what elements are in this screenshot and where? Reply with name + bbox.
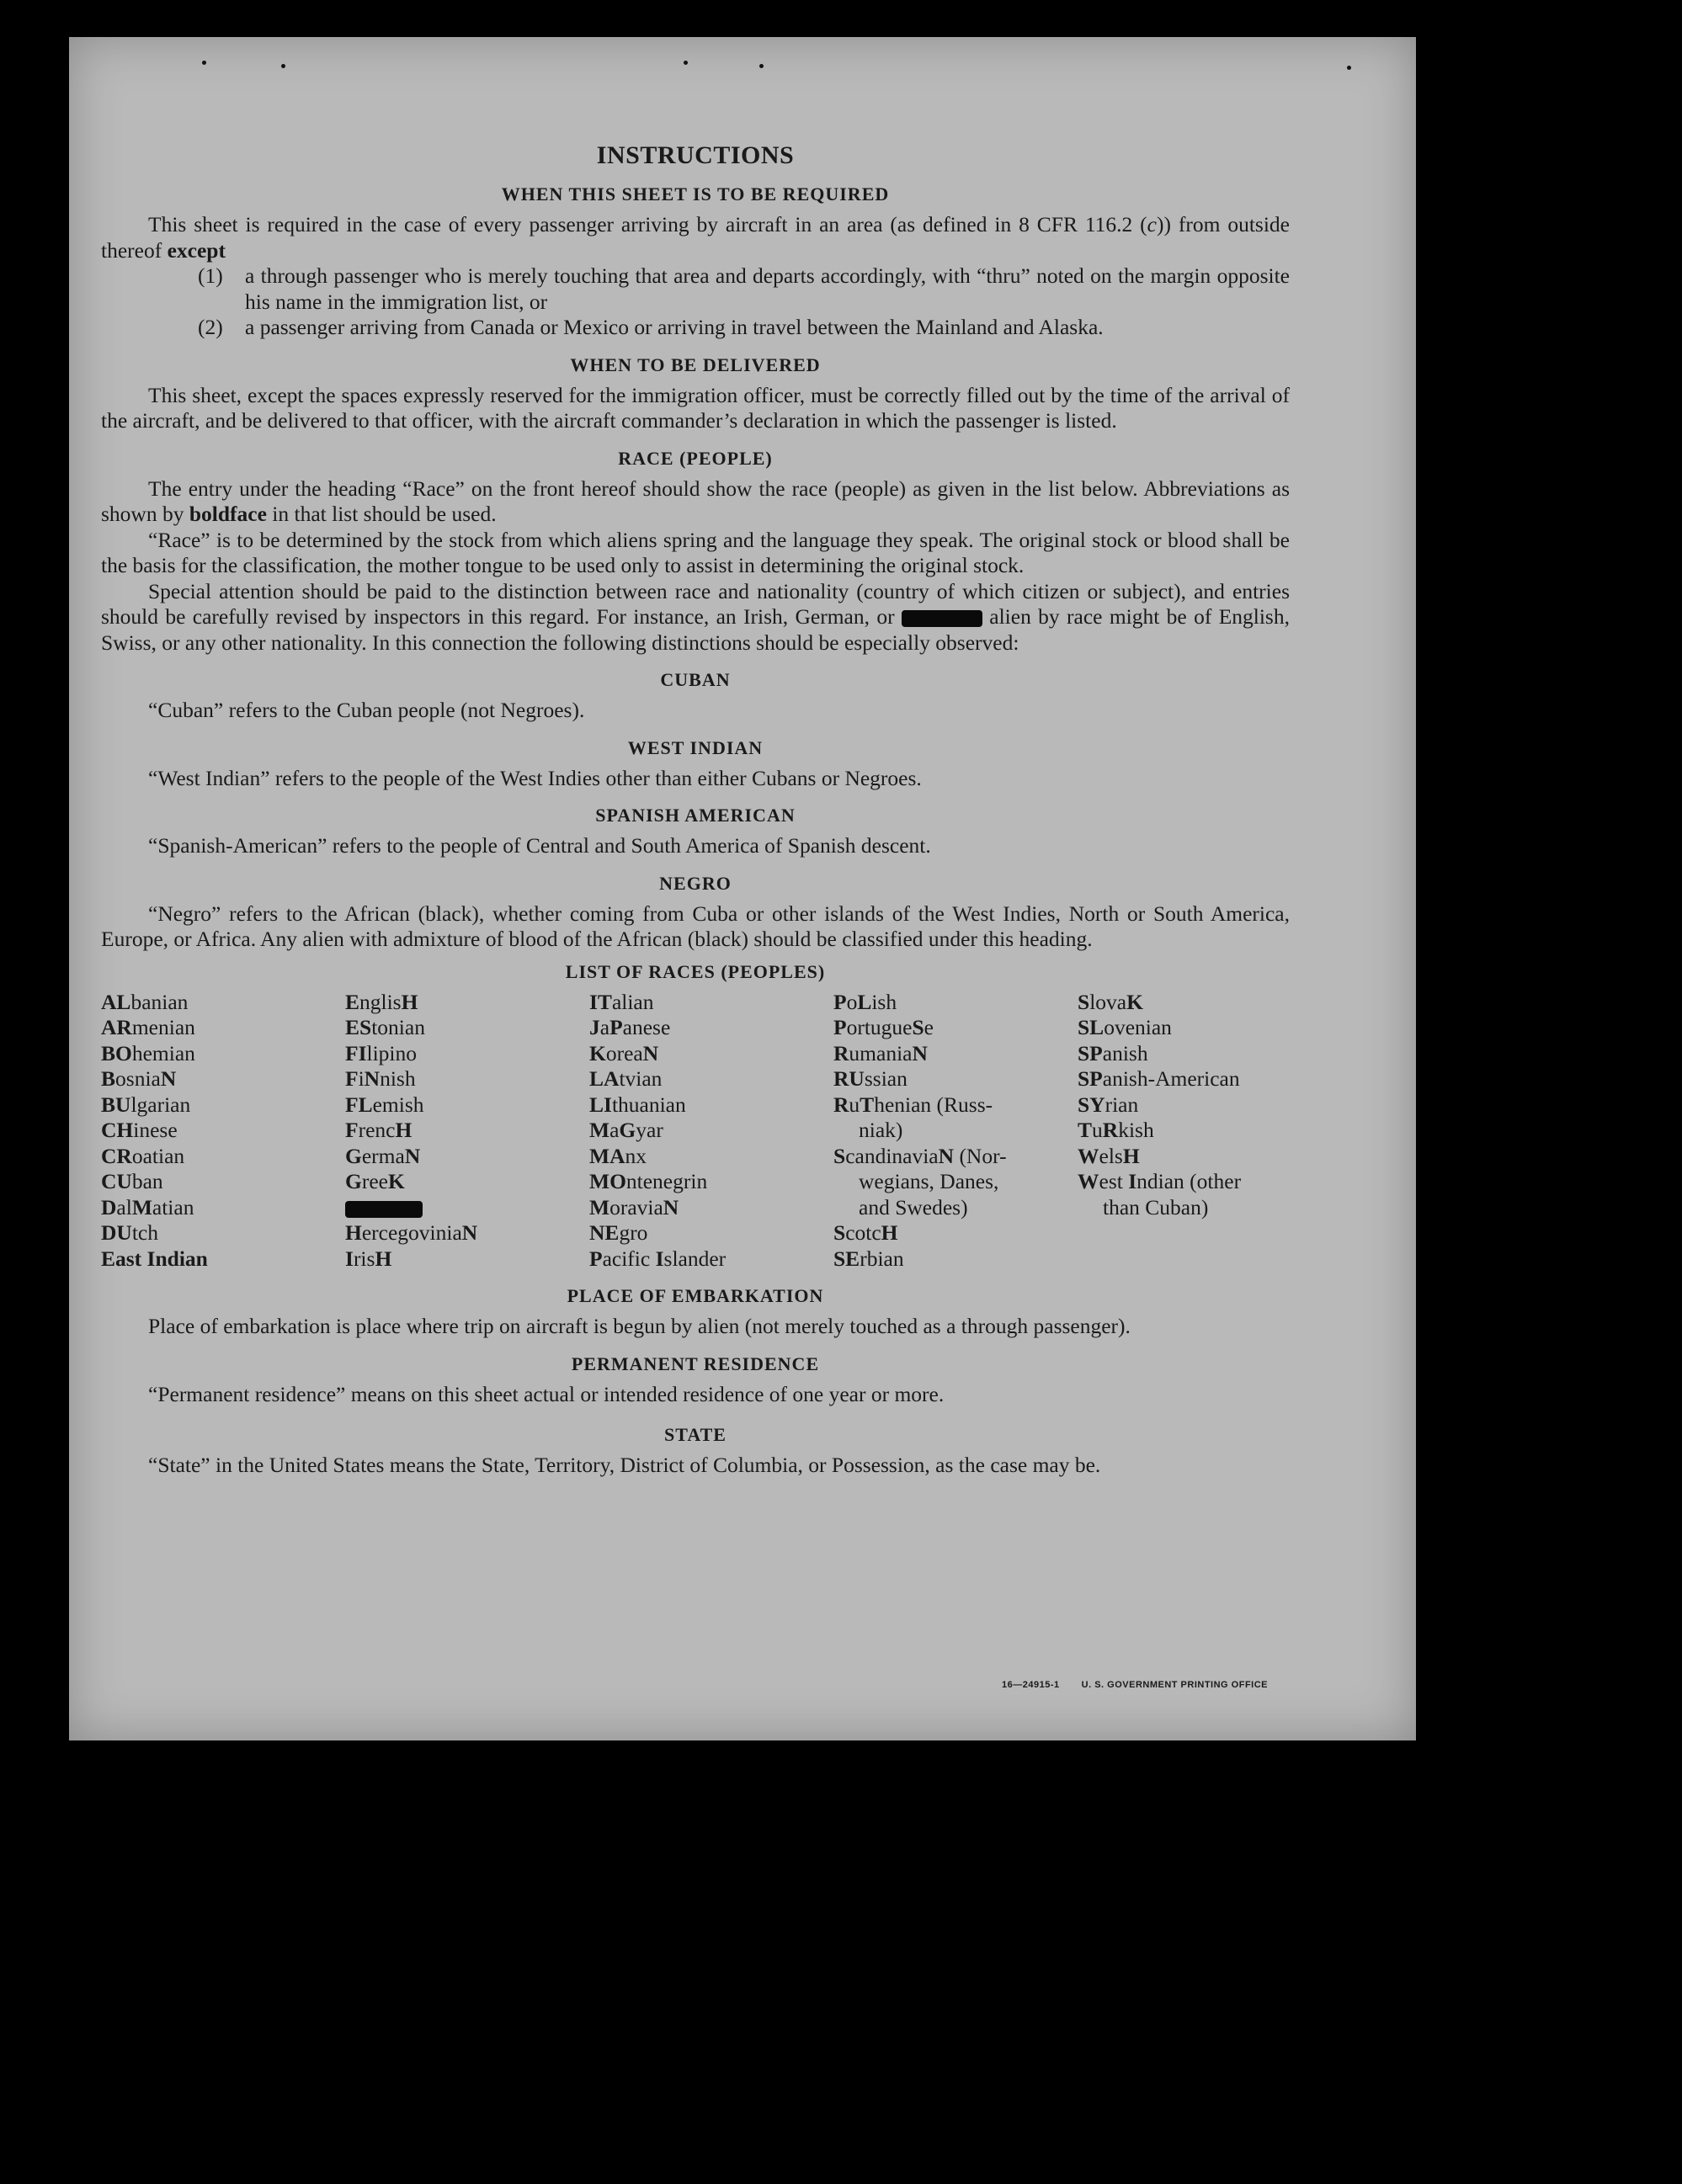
race-entry: FIlipino	[345, 1040, 418, 1065]
race-entry: PortugueSe	[833, 1015, 934, 1039]
race-entry: JaPanese	[589, 1015, 671, 1039]
print-footer	[980, 1680, 1268, 1690]
paragraph-race-2: “Race” is to be determined by the stock from which aliens spring and the language they speak. The original stock or blood shall be the basis for the classification, the mother tongue to be used only to assist in determining the original stock.	[101, 527, 1290, 577]
race-entry: NEgro	[589, 1220, 648, 1245]
races-column-1	[101, 990, 345, 1273]
race-entry: PoLish	[833, 989, 897, 1014]
race-entry: wegians, Danes,	[859, 1169, 999, 1193]
race-entry: GreeK	[345, 1169, 405, 1193]
race-entry: BUlgarian	[101, 1092, 191, 1117]
race-entry: RuThenian (Russ-	[833, 1092, 993, 1117]
document-sheet	[69, 37, 1416, 1740]
paragraph-spanish-american: “Spanish-American” refers to the people of Central and South America of Spanish descent.	[148, 833, 931, 858]
document-body	[101, 141, 1290, 1479]
race-entry: CRoatian	[101, 1143, 185, 1168]
heading-when-required: WHEN THIS SHEET IS TO BE REQUIRED	[501, 183, 890, 205]
race-entry: WelsH	[1078, 1143, 1140, 1168]
paragraph-west-indian: “West Indian” refers to the people of the West Indies other than either Cubans or Negroes.	[148, 765, 922, 790]
race-entry: EStonian	[345, 1015, 425, 1039]
race-entry: KoreaN	[589, 1040, 659, 1065]
heading-west-indian: WEST INDIAN	[627, 736, 764, 758]
heading-cuban: CUBAN	[660, 669, 731, 690]
race-entry: ScandinaviaN (Nor-	[833, 1143, 1007, 1168]
heading-list-of-races: LIST OF RACES (PEOPLES)	[565, 960, 826, 982]
race-entry: LIthuanian	[589, 1092, 686, 1117]
race-entry: MAnx	[589, 1143, 647, 1168]
heading-residence: PERMANENT RESIDENCE	[571, 1352, 820, 1374]
paragraph-state: “State” in the United States means the State, Territory, District of Columbia, or Possession, as the case may be.	[148, 1453, 1101, 1477]
race-entry: ARmenian	[101, 1015, 195, 1039]
races-column-4	[833, 990, 1078, 1273]
races-list	[101, 990, 1290, 1273]
race-entry: niak)	[859, 1118, 903, 1142]
race-entry: SPanish-American	[1078, 1066, 1240, 1091]
form-code: 16—24915-1	[1002, 1680, 1060, 1690]
race-entry: FrencH	[345, 1118, 413, 1142]
races-column-2	[345, 990, 589, 1273]
race-entry: RumaniaN	[833, 1040, 928, 1065]
paragraph-required: This sheet is required in the case of every passenger arriving by aircraft in an area (as defined in 8 CFR 116.2 (c)) from outside thereof except	[101, 212, 1290, 263]
race-entry: FLemish	[345, 1092, 424, 1117]
page-title: INSTRUCTIONS	[596, 141, 795, 169]
race-entry: ScotcH	[833, 1220, 898, 1245]
race-entry: SYrian	[1078, 1092, 1139, 1117]
heading-spanish-american: SPANISH AMERICAN	[595, 805, 796, 826]
paragraph-race-3: Special attention should be paid to the distinction between race and nationality (country of which citizen or subject), and entries should be carefully revised by inspectors in this regard. For instance, an Irish, German, or alien by race might be of English, Swiss, or any other nationality. In this connection the following distinctions should be especially observed:	[101, 578, 1290, 655]
redaction-mark	[345, 1201, 423, 1218]
heading-state: STATE	[664, 1424, 727, 1445]
race-entry: and Swedes)	[859, 1194, 968, 1220]
paragraph-cuban: “Cuban” refers to the Cuban people (not Negroes).	[148, 698, 585, 722]
race-entry: ALbanian	[101, 989, 189, 1014]
race-entry: IrisH	[345, 1246, 392, 1271]
heading-embarkation: PLACE OF EMBARKATION	[567, 1285, 824, 1306]
printing-office: U. S. GOVERNMENT PRINTING OFFICE	[1081, 1680, 1268, 1690]
paragraph-residence: “Permanent residence” means on this sheet actual or intended residence of one year or more.	[148, 1381, 945, 1406]
list-item-1: (1) a through passenger who is merely touching that area and departs accordingly, with “thru” noted on the margin opposite his name in the immigration list, or	[198, 263, 1290, 314]
heading-negro: NEGRO	[659, 872, 732, 894]
race-entry: East Indian	[101, 1246, 208, 1271]
race-entry: LAtvian	[589, 1066, 663, 1091]
redaction-mark	[902, 610, 982, 627]
race-entry: West Indian (other	[1078, 1169, 1242, 1193]
races-column-3	[589, 990, 833, 1273]
race-entry: MOntenegrin	[589, 1169, 708, 1193]
race-entry: GermaN	[345, 1143, 421, 1168]
race-entry: BOhemian	[101, 1040, 195, 1065]
race-entry: Pacific Islander	[589, 1246, 727, 1271]
race-entry: CUban	[101, 1169, 163, 1193]
race-entry: than Cuban)	[1103, 1194, 1209, 1220]
paragraph-embarkation: Place of embarkation is place where trip on aircraft is begun by alien (not merely touched as a through passenger).	[148, 1314, 1131, 1338]
races-column-5	[1078, 990, 1288, 1273]
race-entry: CHinese	[101, 1118, 178, 1142]
paragraph-negro: “Negro” refers to the African (black), whether coming from Cuba or other islands of the West Indies, North or South America, Europe, or Africa. Any alien with admixture of blood of the African (black) should be classified under this heading.	[101, 901, 1290, 951]
heading-when-delivered: WHEN TO BE DELIVERED	[570, 353, 821, 375]
race-entry: SErbian	[833, 1246, 904, 1271]
paragraph-race-1: The entry under the heading “Race” on the front hereof should show the race (people) as given in the list below. Abbreviations as shown by boldface in that list should be used.	[101, 476, 1290, 526]
heading-race: RACE (PEOPLE)	[618, 447, 773, 469]
race-entry: HercegoviniaN	[345, 1220, 478, 1245]
race-entry: ITalian	[589, 989, 654, 1014]
race-entry: EnglisH	[345, 989, 418, 1014]
race-entry: SPanish	[1078, 1040, 1148, 1065]
race-entry: SLovenian	[1078, 1015, 1172, 1039]
race-entry: MoraviaN	[589, 1194, 679, 1220]
race-entry: BosniaN	[101, 1066, 177, 1091]
paragraph-delivered: This sheet, except the spaces expressly reserved for the immigration officer, must be correctly filled out by the time of the arrival of the aircraft, and be delivered to that officer, with the aircraft commander’s declaration in which the passenger is listed.	[101, 382, 1290, 433]
race-entry: TuRkish	[1078, 1118, 1154, 1142]
race-entry: FiNnish	[345, 1066, 416, 1091]
race-entry	[345, 1195, 589, 1221]
race-entry: SlovaK	[1078, 989, 1143, 1014]
list-item-2: (2) a passenger arriving from Canada or Mexico or arriving in travel between the Mainland and Alaska.	[198, 315, 1104, 339]
race-entry: DalMatian	[101, 1194, 194, 1220]
race-entry: MaGyar	[589, 1118, 663, 1142]
race-entry: DUtch	[101, 1220, 158, 1245]
race-entry: RUssian	[833, 1066, 908, 1091]
